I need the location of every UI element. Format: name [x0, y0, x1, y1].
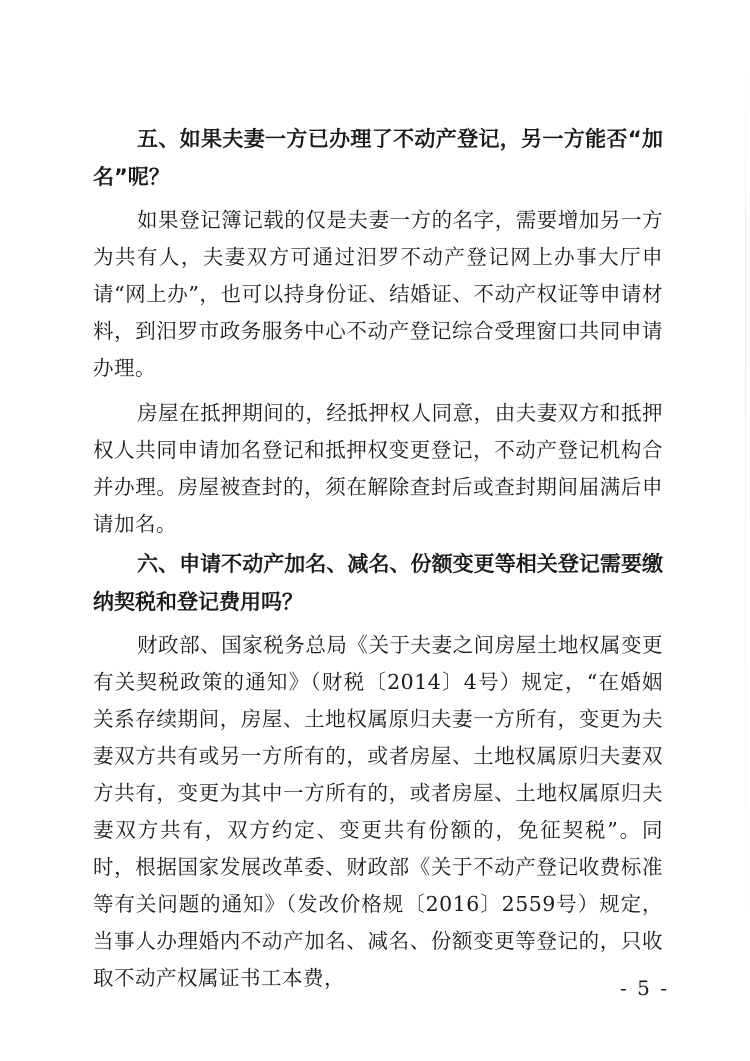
section-six-heading: 六、申请不动产加名、减名、份额变更等相关登记需要缴纳契税和登记费用吗？ [93, 552, 663, 614]
section-five-paragraph-1: 如果登记簿记载的仅是夫妻一方的名字，需要增加另一方为共有人，夫妻双方可通过汨罗不动产登记网上办事大厅申请“网上办”，也可以持身份证、结婚证、不动产权证等申请材料，到汨罗市政务服务中心不动产登记综合受理窗口共同申请办理。 [93, 208, 663, 380]
section-six-paragraph: 财政部、国家税务总局《关于夫妻之间房屋土地权属变更有关契税政策的通知》（财税〔2014〕4号）规定，“在婚姻关系存续期间，房屋、土地权属原归夫妻一方所有，变更为夫妻双方共有或另一方所有的，或者房屋、土地权属原归夫妻双方共有，变更为其中一方所有的，或者房屋、土地权属原归夫妻双方共有，双方约定、变更共有份额的，免征契税”。同时，根据国家发展改革委、财政部《关于不动产登记收费标准等有关问题的通知》（发改价格规〔2016〕2559号）规定，当事人办理婚内不动产加名、减名、份额变更等登记的，只收取不动产权属证书工本费， [93, 633, 663, 990]
page-number: - 5 - [620, 976, 669, 1000]
section-five-heading: 五、如果夫妻一方已办理了不动产登记，另一方能否“加名”呢？ [93, 127, 663, 189]
scan-edge-decoration [745, 60, 746, 960]
section-five-paragraph-2: 房屋在抵押期间的，经抵押权人同意，由夫妻双方和抵押权人共同申请加名登记和抵押权变更登记，不动产登记机构合并办理。房屋被查封的，须在解除查封后或查封期间届满后申请加名。 [93, 401, 663, 536]
document-body [93, 120, 663, 997]
